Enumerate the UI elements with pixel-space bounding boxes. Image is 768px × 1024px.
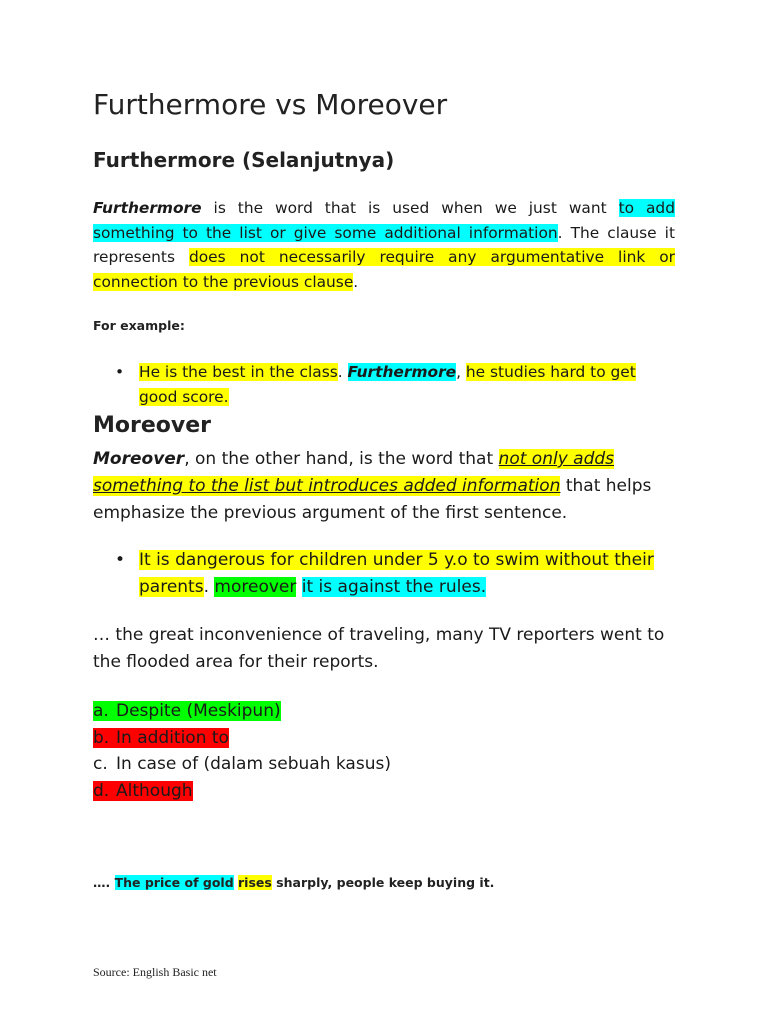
option-d	[93, 778, 391, 805]
term-furthermore: Furthermore	[93, 199, 202, 217]
text-run: . The clause it represents	[93, 223, 675, 266]
highlight-cyan: it is against the rules.	[301, 577, 487, 597]
example-text	[139, 547, 675, 601]
source-line: Source: English Basic net	[93, 965, 217, 979]
section-heading-moreover: Moreover	[93, 413, 212, 438]
highlight-yellow: he studies hard to get good score.	[139, 363, 636, 406]
option-text: Despite (Meskipun)	[116, 701, 281, 721]
option-highlight	[93, 701, 281, 721]
question-1-text: … the great inconvenience of traveling, many TV reporters went to the flooded area for their reports.	[93, 625, 665, 672]
option-highlight	[93, 754, 391, 774]
example-bullet-furthermore	[93, 360, 675, 409]
option-letter: b.	[93, 727, 110, 748]
option-letter: d.	[93, 780, 110, 801]
option-a	[93, 698, 391, 725]
option-text: Although	[116, 780, 193, 801]
highlight-yellow: not only adds something to the list but introduces added information	[93, 449, 615, 496]
for-example-label: For example:	[93, 318, 185, 333]
highlight-yellow: rises	[238, 875, 272, 890]
moreover-definition	[93, 446, 675, 527]
text-run: is the word that is used when we just want	[201, 199, 619, 217]
option-letter: c.	[93, 754, 108, 774]
highlight-yellow: does not necessarily require any argumentative link or connection to the previous clause	[93, 248, 675, 291]
highlight-cyan: to add something to the list or give some additional information	[93, 199, 675, 242]
text-run: , on the other hand, is the word that	[184, 449, 499, 469]
text-run: that helps emphasize the previous argument of the first sentence.	[93, 476, 652, 523]
option-text: In case of (dalam sebuah kasus)	[116, 754, 391, 774]
text-run: ,	[456, 363, 466, 381]
highlight-cyan: Furthermore	[347, 363, 457, 381]
option-c	[93, 751, 391, 778]
highlight-yellow: It is dangerous for children under 5 y.o to swim without their parents	[139, 550, 654, 597]
answer-options	[93, 698, 391, 804]
text-run: .	[203, 577, 215, 597]
text-run: .	[353, 272, 359, 291]
example-bullet-moreover	[93, 547, 675, 601]
bullet-icon: •	[115, 550, 126, 570]
section-heading-furthermore: Furthermore (Selanjutnya)	[93, 148, 395, 172]
highlight-green: moreover	[214, 577, 297, 597]
highlight-cyan: The price of gold	[114, 875, 234, 890]
question-2-text	[93, 875, 494, 890]
highlight-yellow: He is the best in the class	[139, 363, 338, 381]
option-highlight	[93, 781, 193, 801]
example-text	[139, 360, 675, 409]
text-run	[296, 577, 301, 597]
bullet-icon: •	[115, 363, 125, 381]
text-run: ….	[93, 875, 115, 890]
option-highlight	[93, 728, 229, 748]
text-run: .	[337, 363, 348, 381]
page-title: Furthermore vs Moreover	[93, 88, 448, 121]
text-run: sharply, people keep buying it.	[271, 875, 495, 890]
furthermore-definition	[93, 196, 675, 294]
option-letter: a.	[93, 701, 109, 721]
option-b	[93, 725, 391, 752]
option-text: In addition to	[116, 727, 229, 748]
term-moreover: Moreover	[93, 449, 185, 469]
